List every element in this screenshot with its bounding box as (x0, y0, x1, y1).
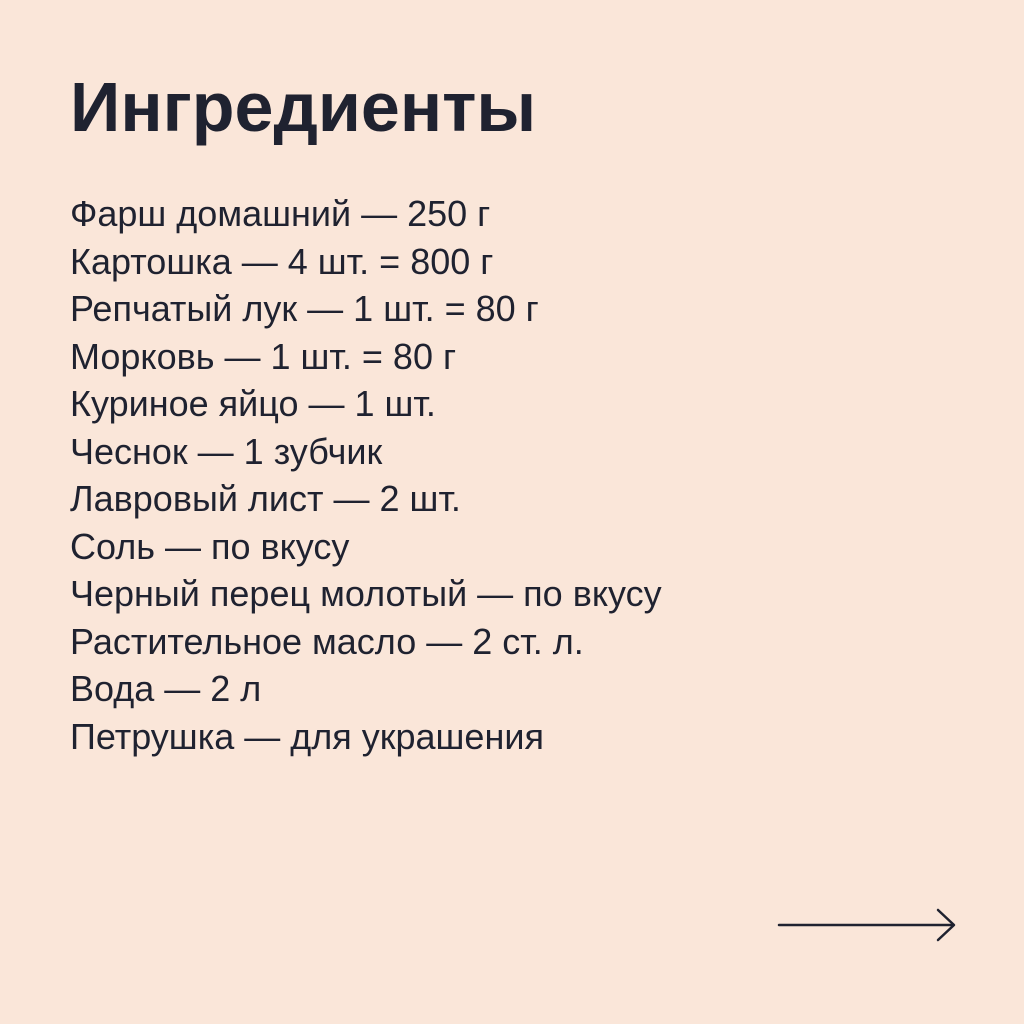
next-slide-button[interactable] (777, 906, 959, 946)
list-item: Куриное яйцо — 1 шт. (70, 383, 436, 424)
list-item: Картошка — 4 шт. = 800 г (70, 240, 494, 282)
list-item: Лавровый лист — 2 шт. (70, 478, 461, 519)
page-title: Ингредиенты (70, 68, 537, 146)
list-item: Репчатый лук — 1 шт. = 80 г (70, 288, 539, 329)
arrow-right-icon (777, 906, 959, 946)
ingredient-list (70, 190, 662, 760)
list-item: Вода — 2 л (70, 668, 262, 709)
list-item: Морковь — 1 шт. = 80 г (70, 335, 457, 377)
list-item: Чеснок — 1 зубчик (70, 430, 383, 472)
list-item: Соль — по вкусу (70, 525, 350, 567)
list-item: Фарш домашний — 250 г (70, 193, 491, 234)
list-item: Черный перец молотый — по вкусу (70, 573, 662, 614)
list-item: Петрушка — для украшения (70, 715, 544, 757)
list-item: Растительное масло — 2 ст. л. (70, 620, 584, 662)
